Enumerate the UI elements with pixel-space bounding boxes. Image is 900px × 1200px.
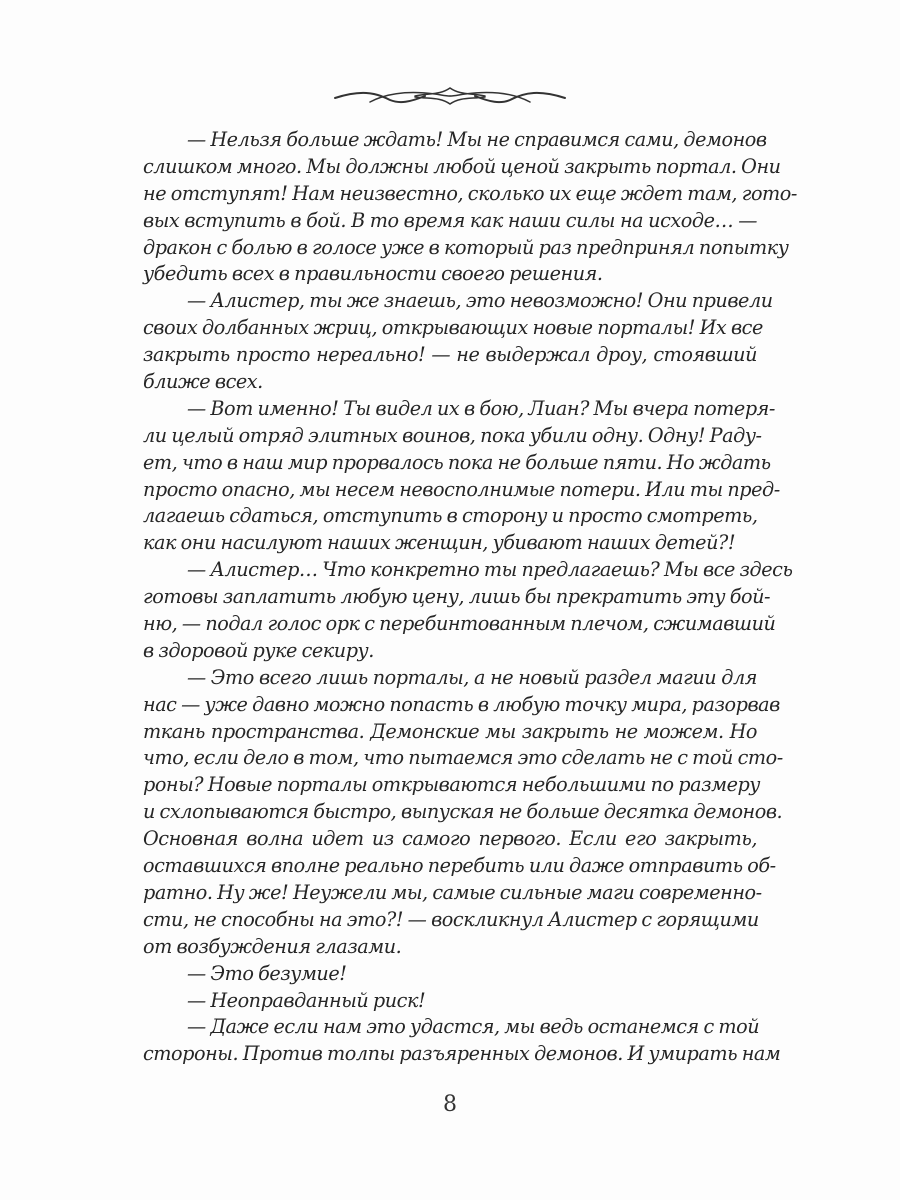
text-line: от возбуждения глазами. bbox=[143, 934, 402, 958]
text-line: слишком много. Мы должны любой ценой закрыть портал. Они bbox=[143, 154, 781, 178]
paragraph bbox=[143, 396, 780, 557]
text-line: ню, — подал голос орк с перебинтованным плечом, сжимавший bbox=[143, 612, 776, 636]
text-line: просто опасно, мы несем невосполнимые потери. Или ты пред- bbox=[143, 477, 780, 501]
text-line: Основная волна идет из самого первого. Если его закрыть, bbox=[143, 827, 757, 851]
page-number: 8 bbox=[443, 1092, 457, 1117]
text-line: оставшихся вполне реально перебить или даже отправить об- bbox=[143, 854, 776, 878]
text-line: ли целый отряд элитных воинов, пока убили одну. Одну! Раду- bbox=[143, 423, 762, 447]
paragraph bbox=[143, 127, 797, 288]
flourish-divider-icon bbox=[330, 80, 570, 110]
text-line: нас — уже давно можно попасть в любую точку мира, разорвав bbox=[143, 692, 780, 716]
text-line: — Это безумие! bbox=[187, 961, 347, 985]
text-line: своих долбанных жриц, открывающих новые порталы! Их все bbox=[143, 316, 763, 340]
text-line: — Это всего лишь порталы, а не новый раздел магии для bbox=[187, 665, 757, 689]
paragraph bbox=[143, 665, 783, 961]
text-line: — Алистер, ты же знаешь, это невозможно! Они привели bbox=[187, 289, 773, 313]
text-line: закрыть просто нереально! — не выдержал дроу, стоявший bbox=[143, 343, 757, 367]
text-line: дракон с болью в голосе уже в который раз предпринял попытку bbox=[143, 235, 789, 259]
text-line: — Вот именно! Ты видел их в бою, Лиан? Мы вчера потеря- bbox=[187, 396, 775, 420]
text-line: убедить всех в правильности своего решения. bbox=[143, 262, 603, 286]
paragraph bbox=[143, 988, 757, 1015]
text-line: не отступят! Нам неизвестно, сколько их еще ждет там, гото- bbox=[143, 181, 797, 205]
text-line: ет, что в наш мир прорвалось пока не больше пяти. Но ждать bbox=[143, 450, 771, 474]
text-line: и схлопываются быстро, выпуская не больше десятка демонов. bbox=[143, 800, 783, 824]
text-line: — Алистер… Что конкретно ты предлагаешь? Мы все здесь bbox=[187, 558, 793, 582]
text-line: стороны. Против толпы разъяренных демонов. И умирать нам bbox=[143, 1042, 781, 1066]
text-line: — Неоправданный риск! bbox=[187, 988, 426, 1012]
paragraph bbox=[143, 288, 773, 396]
text-line: — Нельзя больше ждать! Мы не справимся сами, демонов bbox=[187, 128, 767, 151]
body-text bbox=[143, 127, 797, 1068]
text-line: что, если дело в том, что пытаемся это сделать не с той сто- bbox=[143, 746, 783, 770]
paragraph bbox=[143, 1014, 781, 1068]
text-line: ткань пространства. Демонские мы закрыть не можем. Но bbox=[143, 719, 757, 743]
paragraph bbox=[143, 961, 757, 988]
text-line: лагаешь сдаться, отступить в сторону и просто смотреть, bbox=[143, 504, 758, 528]
text-line: роны? Новые порталы открываются небольшими по размеру bbox=[143, 773, 760, 797]
text-line: ближе всех. bbox=[143, 370, 263, 394]
text-line: вых вступить в бой. В то время как наши силы на исходе… — bbox=[143, 208, 757, 232]
text-line: готовы заплатить любую цену, лишь бы прекратить эту бой- bbox=[143, 585, 771, 609]
text-line: сти, не способны на это?! — воскликнул Алистер с горящими bbox=[143, 907, 759, 931]
text-line: в здоровой руке секиру. bbox=[143, 638, 374, 662]
text-line: ратно. Ну же! Неужели мы, самые сильные маги современно- bbox=[143, 880, 762, 904]
text-line: — Даже если нам это удастся, мы ведь останемся с той bbox=[187, 1015, 760, 1039]
paragraph bbox=[143, 557, 793, 665]
text-line: как они насилуют наших женщин, убивают наших детей?! bbox=[143, 531, 736, 555]
